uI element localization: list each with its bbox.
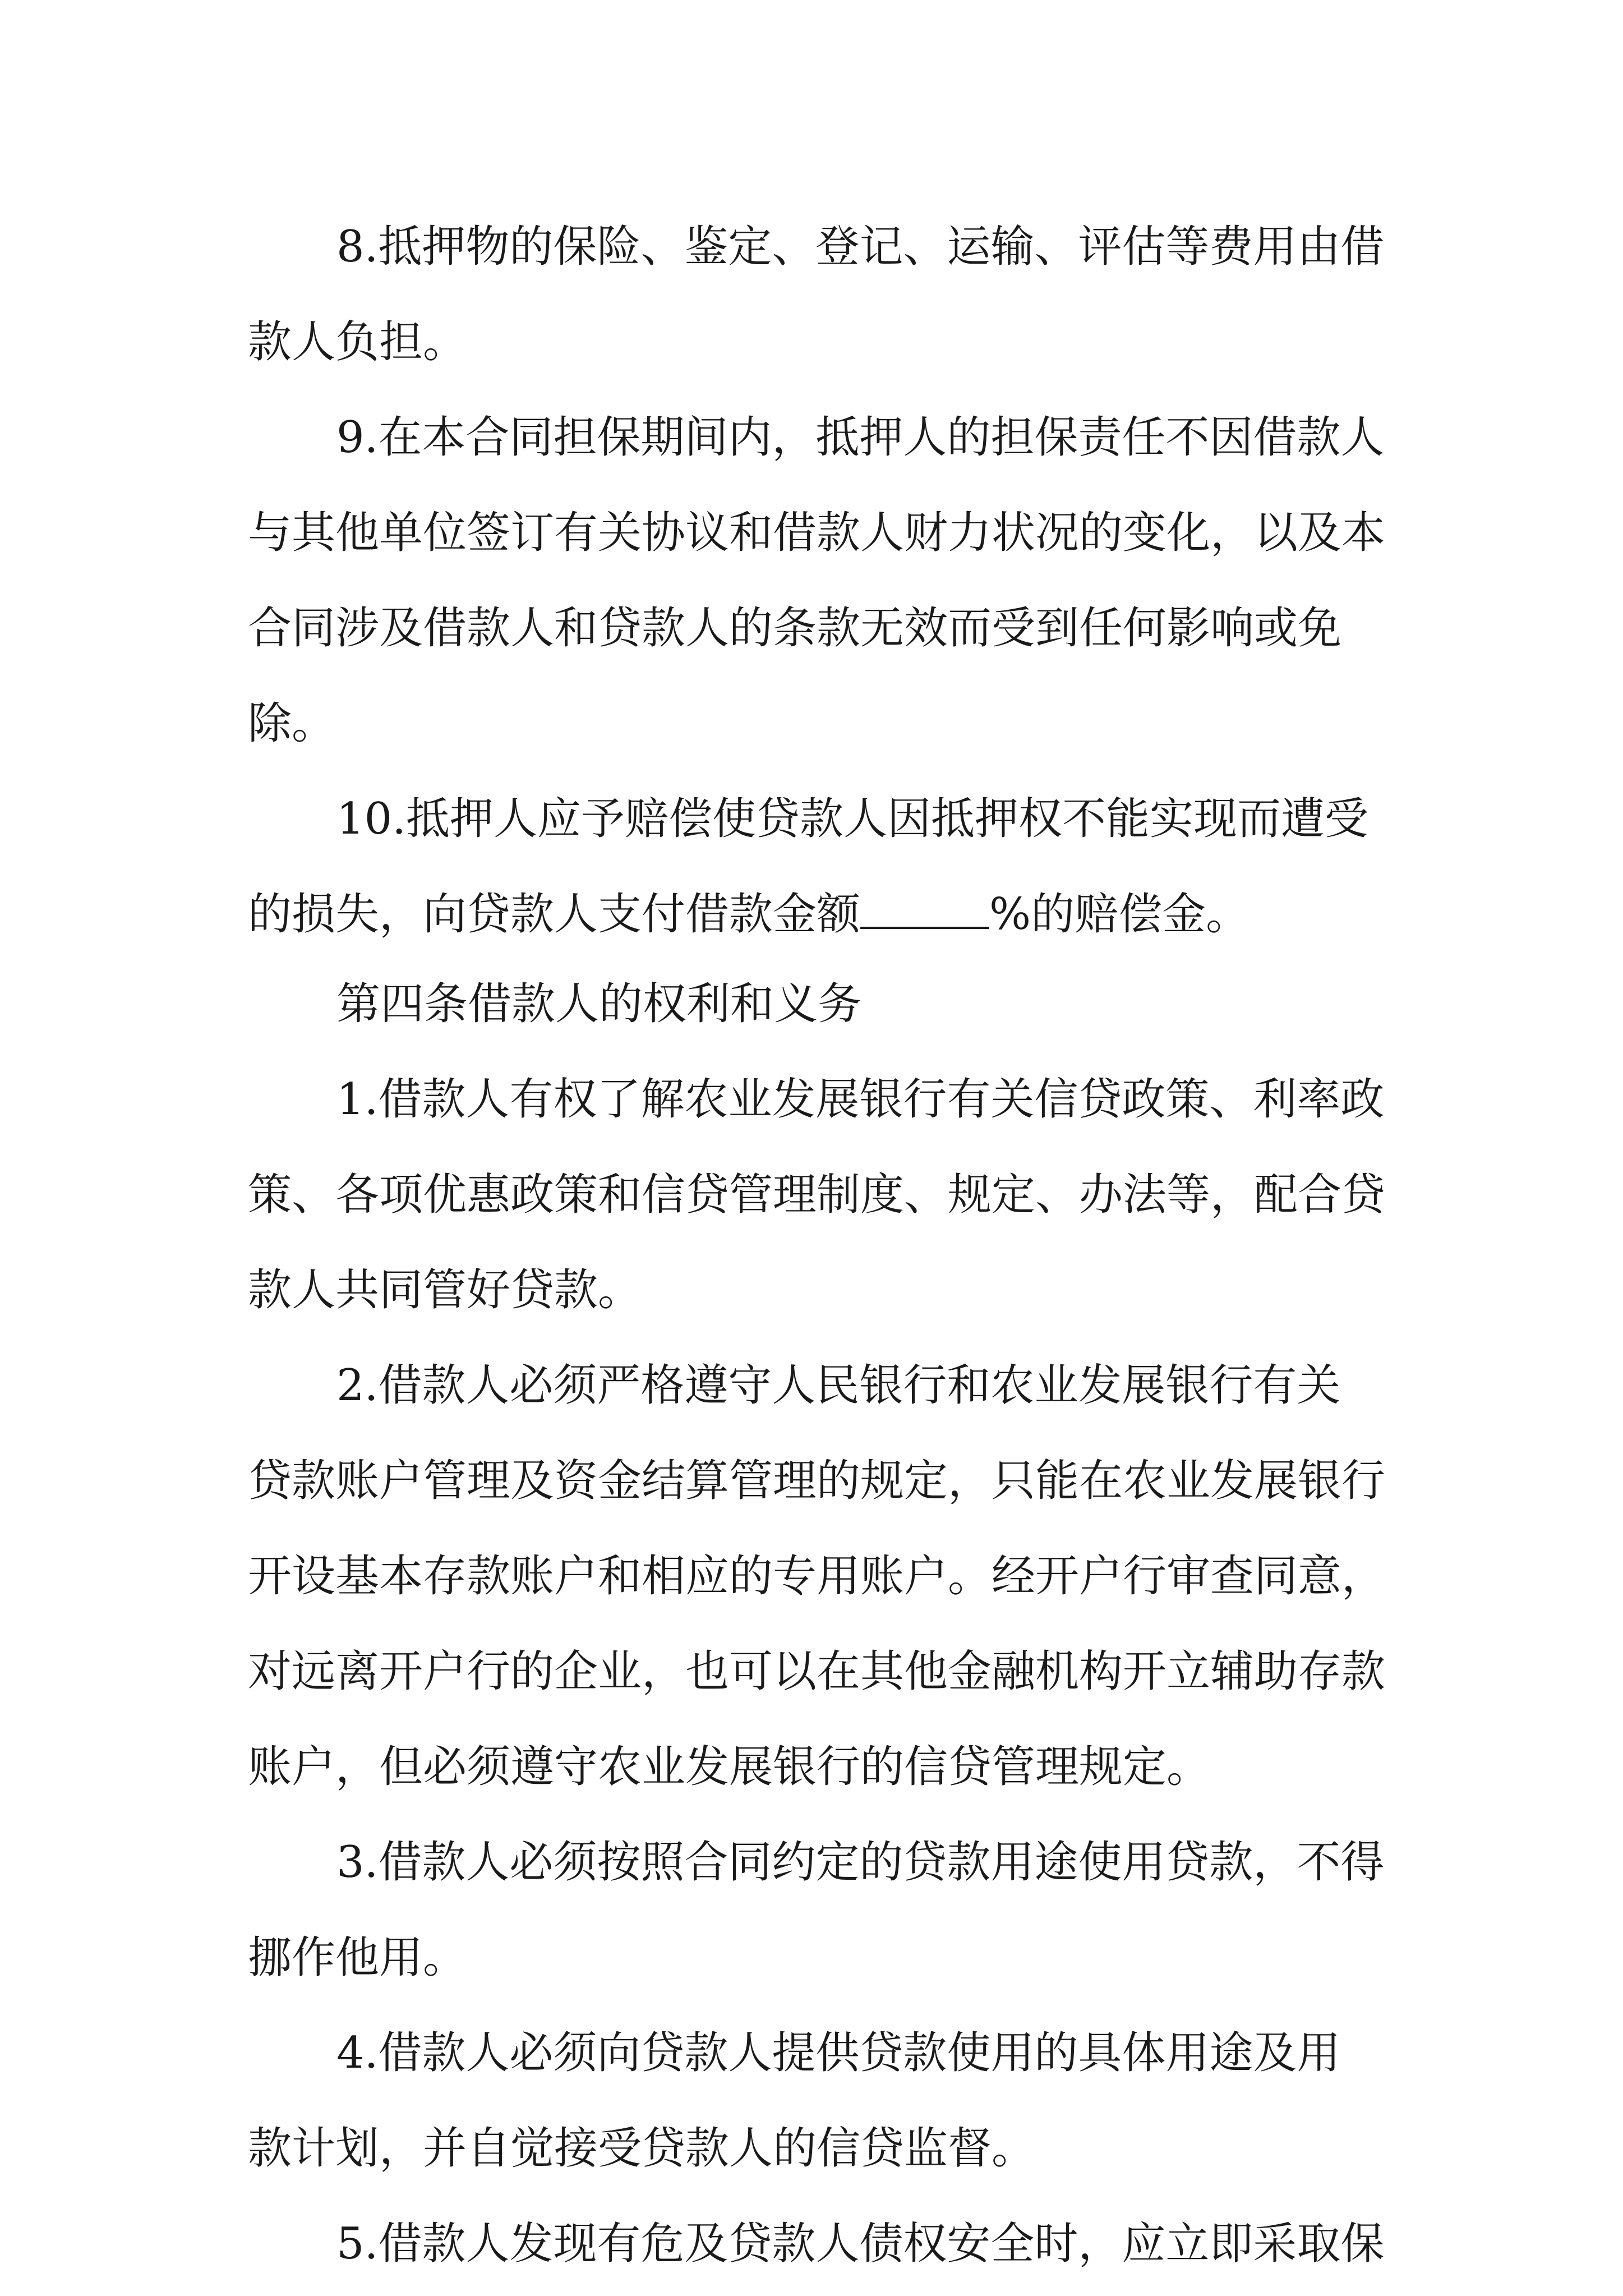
text-segment: %的赔偿金。 [989, 889, 1250, 940]
text-segment: 的损失，向贷款人支付借款金额 [248, 889, 861, 940]
text-line: 款人负担。 [248, 317, 467, 367]
text-line: 1.借款人有权了解农业发展银行有关信贷政策、利率政 [336, 1074, 1385, 1125]
text-line: 10.抵押人应予赔偿使贷款人因抵押权不能实现而遭受 [336, 794, 1369, 844]
text-line: 款人共同管好贷款。 [248, 1265, 642, 1315]
text-line: 2.借款人必须严格遵守人民银行和农业发展银行有关 [336, 1360, 1341, 1411]
text-line: 4.借款人必须向贷款人提供贷款使用的具体用途及用 [336, 2028, 1341, 2078]
text-line: 策、各项优惠政策和信贷管理制度、规定、办法等，配合贷 [248, 1170, 1386, 1220]
text-line: 挪作他用。 [248, 1932, 467, 1983]
text-line: 对远离开户行的企业，也可以在其他金融机构开立辅助存款 [248, 1646, 1386, 1697]
text-line: 5.借款人发现有危及贷款人债权安全时，应立即采取保 [336, 2219, 1385, 2269]
text-line: 账户，但必须遵守农业发展银行的信贷管理规定。 [248, 1742, 1211, 1792]
fill-in-blank [860, 893, 989, 929]
text-line: 8.抵押物的保险、鉴定、登记、运输、评估等费用由借 [336, 222, 1385, 272]
text-line: 合同涉及借款人和贷款人的条款无效而受到任何影响或免 [248, 603, 1342, 654]
text-line: 与其他单位签订有关协议和借款人财力状况的变化，以及本 [248, 508, 1386, 558]
section-heading: 第四条借款人的权利和义务 [336, 979, 862, 1029]
text-line: 款计划，并自觉接受贷款人的信贷监督。 [248, 2123, 1036, 2174]
text-line: 3.借款人必须按照合同约定的贷款用途使用贷款，不得 [336, 1837, 1385, 1888]
text-line: 除。 [248, 698, 336, 749]
text-line: 贷款账户管理及资金结算管理的规定，只能在农业发展银行 [248, 1456, 1386, 1506]
text-line: 开设基本存款账户和相应的专用账户。经开户行审查同意， [248, 1551, 1386, 1602]
text-line: 9.在本合同担保期间内，抵押人的担保责任不因借款人 [336, 412, 1385, 463]
text-line [248, 881, 1249, 948]
